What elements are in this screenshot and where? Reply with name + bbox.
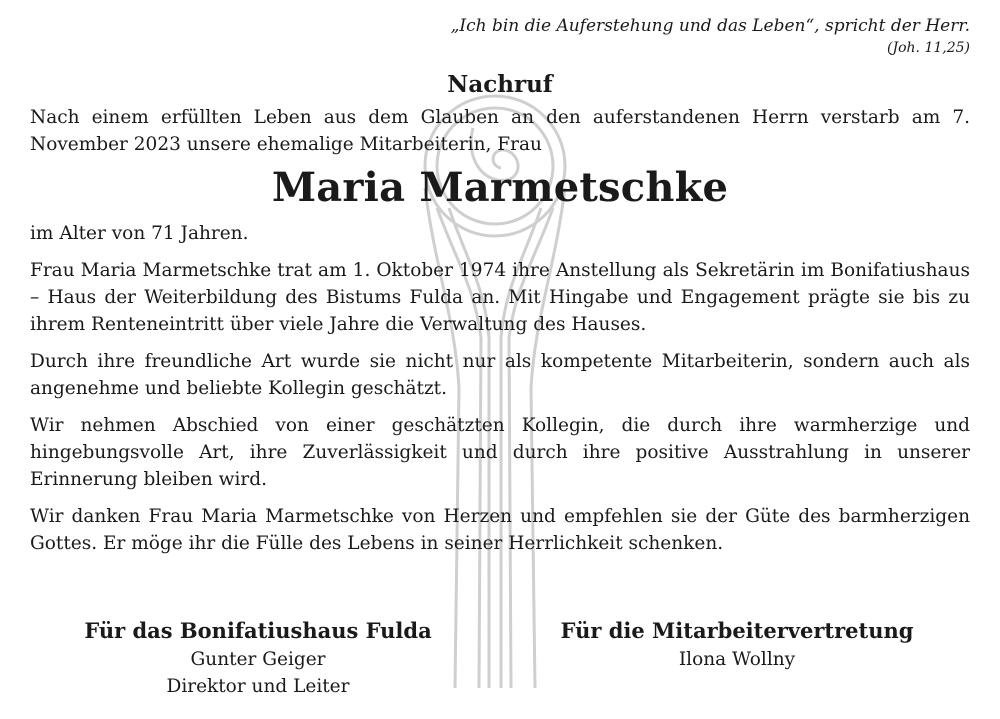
signature-bonifatiushaus xyxy=(48,616,468,700)
paragraph-character: Durch ihre freundliche Art wurde sie nicht nur als kompetente Mitarbeiterin, sondern auch als angenehme und beliebte Kollegin geschätzt. xyxy=(30,351,970,399)
deceased-name: Maria Marmetschke xyxy=(271,164,729,211)
paragraph-employment: Frau Maria Marmetschke trat am 1. Oktober 1974 ihre Anstellung als Sekretärin im Bonifatiushaus – Haus der Weiterbildung des Bistums Fulda an. Mit Hingabe und Engagement prägte sie bis zu ihrem Renteneintritt über viele Jahre die Verwaltung des Hauses. xyxy=(30,260,970,335)
signature-right-name: Ilona Wollny xyxy=(678,649,796,670)
intro-text: Nach einem erfüllten Leben aus dem Glauben an den auferstandenen Herrn verstarb am 7. November 2023 unsere ehemalige Mitarbeiterin, Frau xyxy=(30,107,970,155)
paragraph-thanks: Wir danken Frau Maria Marmetschke von Herzen und empfehlen sie der Güte des barmherzigen Gottes. Er möge ihr die Fülle des Lebens in seiner Herrlichkeit schenken. xyxy=(30,506,970,554)
signature-left-name: Gunter Geiger xyxy=(190,649,326,670)
signature-left-role: Direktor und Leiter xyxy=(166,676,350,697)
bible-reference: (Joh. 11,25) xyxy=(887,40,970,56)
paragraph-farewell: Wir nehmen Abschied von einer geschätzten Kollegin, die durch ihre warmherzige und hingebungsvolle Art, ihre Zuverlässigkeit und durch ihre positive Ausstrahlung in unserer Erinnerung bleiben wird. xyxy=(30,415,970,490)
heading-nachruf: Nachruf xyxy=(447,71,553,98)
signature-right-title: Für die Mitarbeitervertretung xyxy=(560,618,914,643)
age-line: im Alter von 71 Jahren. xyxy=(30,223,249,244)
signature-mitarbeitervertretung xyxy=(527,616,947,673)
bible-quote: „Ich bin die Auferstehung und das Leben“, spricht der Herr. xyxy=(450,16,970,36)
obituary-body xyxy=(30,14,970,567)
signature-left-title: Für das Bonifatiushaus Fulda xyxy=(84,618,432,643)
